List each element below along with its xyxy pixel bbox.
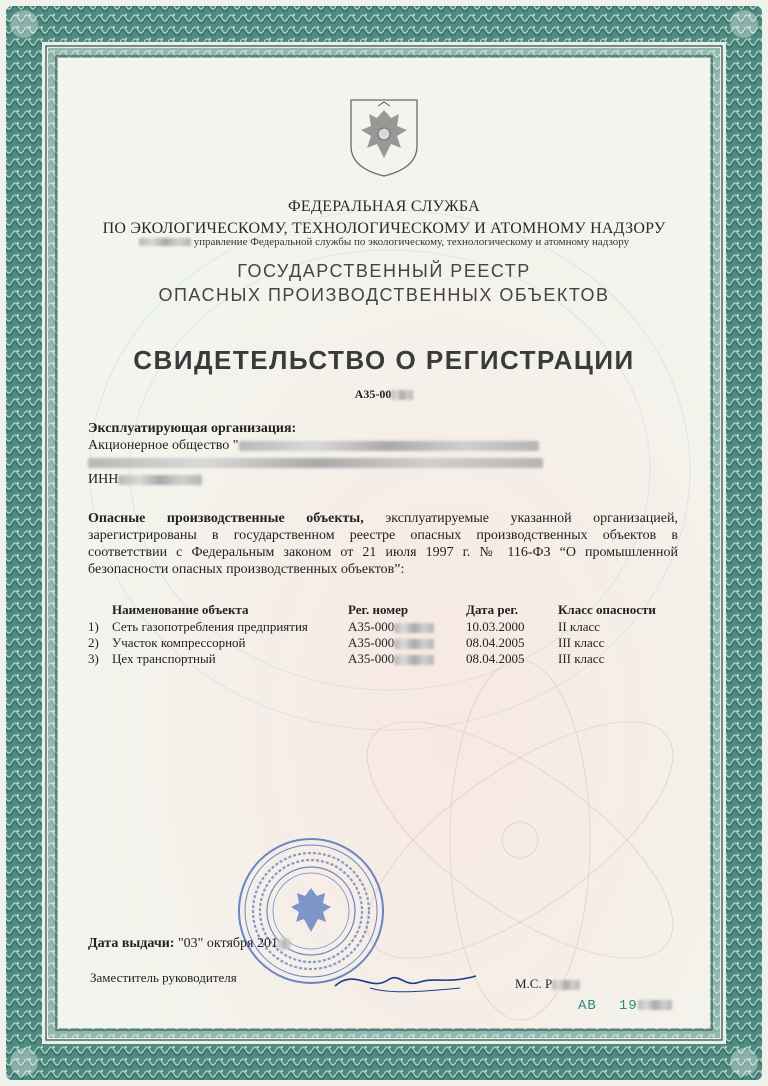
redacted-region [118, 475, 202, 485]
redacted-region [394, 639, 434, 649]
organization-label: Эксплуатирующая организация: [88, 421, 297, 436]
agency-name-line2: ПО ЭКОЛОГИЧЕСКОМУ, ТЕХНОЛОГИЧЕСКОМУ И АТОМНОМУ НАДЗОРУ [102, 220, 666, 237]
organization-inn: ИНН [88, 471, 678, 488]
table-row: 1) Сеть газопотребления предприятия А35-000 10.03.2000 II класс [88, 619, 601, 634]
table-row: 2) Участок компрессорной А35-000 08.04.2005 III класс [88, 635, 605, 650]
objects-table [88, 602, 668, 667]
stamp-place-mark: М.С. Р [515, 976, 580, 992]
column-header-date: Дата рег. [466, 602, 519, 617]
operating-organization [88, 420, 678, 488]
column-header-reg: Рег. номер [348, 602, 409, 617]
redacted-region [239, 441, 539, 451]
organization-address [88, 454, 678, 471]
form-serial-number [578, 998, 672, 1014]
redacted-region [391, 390, 413, 400]
signature [330, 958, 480, 998]
redacted-region [394, 623, 434, 633]
serial-code: 19 [618, 998, 638, 1014]
redacted-region [394, 655, 434, 665]
department-line [0, 236, 768, 248]
coat-of-arms-emblem-icon [347, 96, 421, 178]
redacted-region [278, 939, 290, 949]
objects-lead: Опасные производственные объекты, [88, 511, 364, 526]
registry-title-line1: ГОСУДАРСТВЕННЫЙ РЕЕСТР [237, 261, 531, 281]
certificate-title: СВИДЕТЕЛЬСТВО О РЕГИСТРАЦИИ [133, 345, 635, 375]
agency-name-line1: ФЕДЕРАЛЬНАЯ СЛУЖБА [287, 198, 481, 215]
objects-paragraph [88, 510, 678, 578]
issue-date [88, 936, 290, 952]
redacted-region [88, 458, 543, 468]
column-header-name: Наименование объекта [112, 602, 249, 617]
deputy-head-label: Заместитель руководителя [90, 970, 237, 985]
certificate-number-prefix: А35-00 [354, 387, 392, 401]
certificate-number [0, 387, 768, 402]
table-header-row [88, 602, 668, 619]
redacted-region [638, 1000, 672, 1010]
redacted-region [552, 980, 580, 990]
registry-title-line2: ОПАСНЫХ ПРОИЗВОДСТВЕННЫХ ОБЪЕКТОВ [158, 285, 610, 305]
issue-date-value: "03" октября 201 [174, 936, 278, 951]
redacted-region [139, 238, 191, 246]
department-text: управление Федеральной службы по экологическому, технологическому и атомному надзору [193, 236, 630, 248]
objects-text: эксплуатируемые указанной организацией, зарегистрированы в государственном реестре опасных производственных объектов в соответствии с Федеральным законом от 21 июля 1997 г. № 116-ФЗ “О промышленной безопасности опасных производственных объектов”: [88, 511, 678, 577]
organization-name: Акционерное общество " [88, 437, 678, 454]
column-header-class: Класс опасности [558, 602, 656, 617]
issue-date-label: Дата выдачи: [88, 936, 175, 951]
table-row: 3) Цех транспортный А35-000 08.04.2005 III класс [88, 651, 605, 666]
series-code: АВ [578, 998, 597, 1014]
